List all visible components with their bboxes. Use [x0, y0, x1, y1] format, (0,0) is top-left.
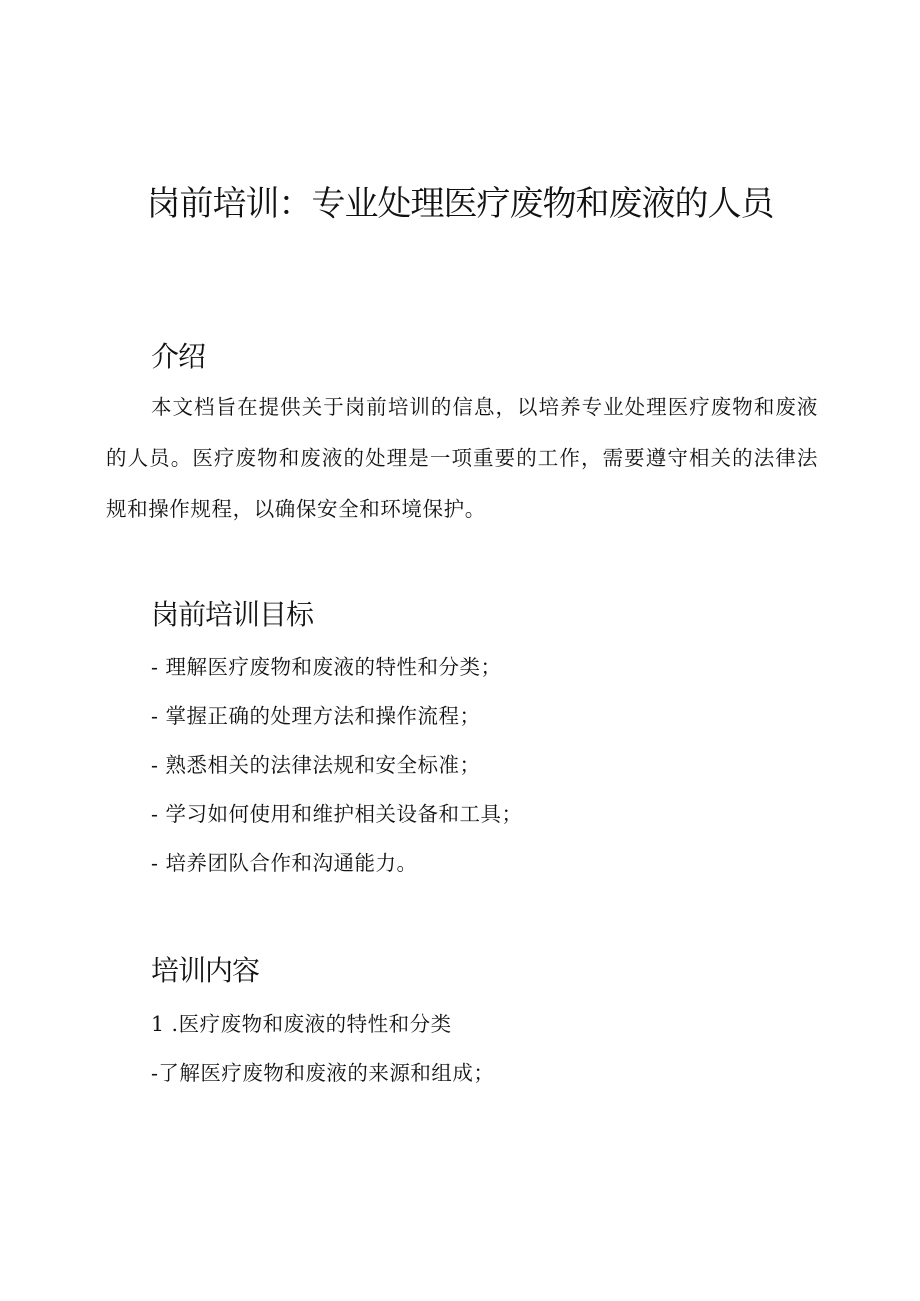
list-item: - 培养团队合作和沟通能力。: [151, 851, 418, 875]
content-subheading: 1 .医疗废物和废液的特性和分类: [151, 1012, 452, 1036]
goals-list: [151, 643, 522, 888]
content-item: -了解医疗废物和废液的来源和组成；: [151, 1061, 495, 1085]
list-item: - 熟悉相关的法律法规和安全标准；: [151, 753, 481, 777]
section-heading-goals: 岗前培训目标: [151, 598, 314, 631]
list-item: - 学习如何使用和维护相关设备和工具；: [151, 802, 523, 826]
list-item: - 掌握正确的处理方法和操作流程；: [151, 704, 481, 728]
intro-paragraph: 本文档旨在提供关于岗前培训的信息，以培养专业处理医疗废物和废液的人员。医疗废物和废液的处理是一项重要的工作，需要遵守相关的法律法规和操作规程，以确保安全和环境保护。: [106, 395, 818, 521]
document-title: 岗前培训：专业处理医疗废物和废液的人员: [146, 184, 774, 224]
section-heading-intro: 介绍: [151, 340, 206, 373]
list-item: - 理解医疗废物和废液的特性和分类；: [151, 655, 502, 679]
section-heading-content: 培训内容: [151, 954, 260, 987]
